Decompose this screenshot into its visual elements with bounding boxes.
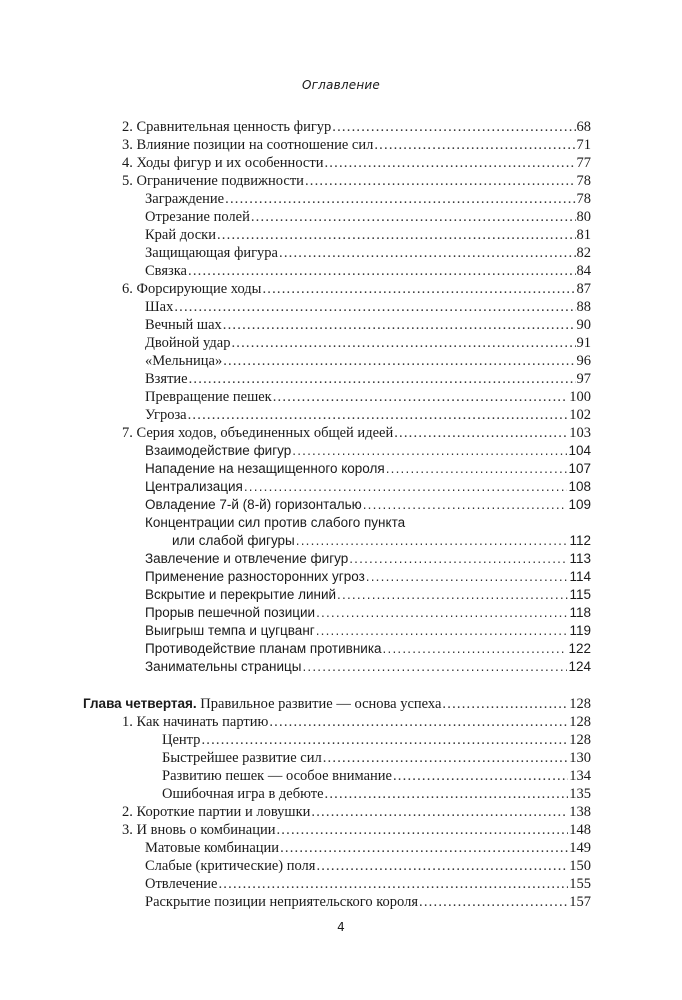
dot-leader — [296, 532, 569, 550]
toc-entry-title: Двойной удар — [145, 335, 231, 351]
toc-entry-title: Быстрейшее развитие сил — [162, 750, 322, 766]
toc-entry — [145, 226, 591, 244]
toc-entry-title: Вечный шах — [145, 317, 222, 333]
toc-entry — [145, 298, 591, 316]
toc-entry-page: 102 — [569, 407, 591, 423]
toc-entry — [145, 262, 591, 280]
toc-entry-page: 68 — [576, 119, 591, 135]
toc-entry-page: 148 — [569, 822, 591, 838]
toc-entry-title: Слабые (критические) поля — [145, 858, 316, 874]
toc-entry-title: 7. Серия ходов, объединенных общей идеей — [122, 425, 394, 441]
toc-entry-page: 100 — [569, 389, 591, 405]
toc-chapter-entry — [83, 695, 591, 713]
toc-entry-page: 87 — [576, 281, 591, 297]
dot-leader — [251, 208, 576, 226]
toc-entry-page: 118 — [569, 605, 591, 620]
toc-entry-title: или слабой фигуры — [172, 533, 295, 548]
toc-entry-page: 97 — [576, 371, 591, 387]
toc-entry-page: 135 — [569, 786, 591, 802]
toc-entry-page: 78 — [576, 173, 591, 189]
dot-leader — [323, 749, 569, 767]
toc-entry-page: 138 — [569, 804, 591, 820]
toc-entry — [172, 532, 591, 550]
toc-entry — [145, 406, 591, 424]
dot-leader — [316, 857, 568, 875]
toc-entry-page: 103 — [569, 425, 591, 441]
toc-entry-page: 77 — [576, 155, 591, 171]
toc-entry-page: 157 — [569, 894, 591, 910]
dot-leader — [393, 767, 568, 785]
toc-entry-title: 3. Влияние позиции на соотношение сил — [122, 137, 374, 153]
chapter-label: Глава четвертая. — [83, 696, 197, 711]
toc-entry-page: 134 — [569, 768, 591, 784]
toc-entry-title: 2. Сравнительная ценность фигур — [122, 119, 332, 135]
dot-leader — [231, 334, 575, 352]
toc-entry-title: 6. Форсирующие ходы — [122, 281, 262, 297]
toc-entry-title: Раскрытие позиции неприятельского короля — [145, 894, 419, 910]
toc-entry — [145, 352, 591, 370]
toc-entry-title: Взятие — [145, 371, 188, 387]
toc-entry-page: 130 — [569, 750, 591, 766]
toc-entry-title: Централизация — [145, 479, 243, 494]
dot-leader — [189, 370, 576, 388]
dot-leader — [217, 226, 576, 244]
page-number: 4 — [337, 920, 345, 934]
toc-entry — [145, 316, 591, 334]
toc-entry-page: 91 — [576, 335, 591, 351]
toc-entry — [122, 424, 591, 442]
dot-leader — [188, 262, 576, 280]
toc-entry-title: Ошибочная игра в дебюте — [162, 786, 324, 802]
toc-entry-page: 88 — [576, 299, 591, 315]
toc-entry-title: 2. Короткие партии и ловушки — [122, 804, 311, 820]
dot-leader — [302, 658, 567, 676]
toc-entry-title: Овладение 7-й (8-й) горизонталью — [145, 497, 362, 512]
toc-entry-title: Завлечение и отвлечение фигур — [145, 551, 349, 566]
toc-entry-page: 150 — [569, 858, 591, 874]
toc-entry-page: 155 — [569, 876, 591, 892]
toc-entry-title: Взаимодействие фигур — [145, 443, 292, 458]
toc-entry-title: Развитию пешек — особое внимание — [162, 768, 392, 784]
dot-leader — [244, 478, 568, 496]
toc-entry — [145, 208, 591, 226]
toc-entry — [145, 334, 591, 352]
toc-entry-title: Отрезание полей — [145, 209, 250, 225]
toc-entry-title: Матовые комбинации — [145, 840, 280, 856]
toc-entry-page: 108 — [568, 479, 591, 494]
toc-entry-page: 128 — [569, 732, 591, 748]
toc-entry — [162, 785, 591, 803]
toc-entry-title: 4. Ходы фигур и их особенности — [122, 155, 324, 171]
dot-leader — [394, 424, 568, 442]
toc-entry — [122, 136, 591, 154]
toc-entry-title: Край доски — [145, 227, 216, 243]
toc-entry — [145, 496, 591, 514]
dot-leader — [316, 604, 568, 622]
toc-entry-title: Противодействие планам противника — [145, 641, 382, 656]
toc-entry-page: 112 — [569, 533, 591, 548]
toc-entry — [145, 839, 591, 857]
toc-entry — [122, 821, 591, 839]
toc-entry — [122, 803, 591, 821]
dot-leader — [276, 821, 568, 839]
dot-leader — [280, 839, 568, 857]
dot-leader — [442, 695, 568, 713]
toc-entry-title: 1. Как начинать партию — [122, 714, 269, 730]
toc-entry-title: Превращение пешек — [145, 389, 272, 405]
toc-entry-page: 80 — [576, 209, 591, 225]
toc-entry — [122, 172, 591, 190]
toc-entry — [122, 713, 591, 731]
toc-entry — [145, 640, 591, 658]
dot-leader — [174, 298, 575, 316]
toc-entry-title: Заграждение — [145, 191, 225, 207]
dot-leader — [332, 118, 575, 136]
toc-entry-page: 109 — [568, 497, 591, 512]
toc-entry-page: 84 — [576, 263, 591, 279]
toc-entry — [145, 550, 591, 568]
toc-entry — [145, 893, 591, 911]
dot-leader — [201, 731, 568, 749]
toc-entry-title: Вскрытие и перекрытие линий — [145, 587, 337, 602]
toc-entry-title: Защищающая фигура — [145, 245, 278, 261]
toc-entry-page: 82 — [576, 245, 591, 261]
toc-entry-title: Связка — [145, 263, 187, 279]
dot-leader — [311, 803, 568, 821]
dot-leader — [374, 136, 575, 154]
toc-entry-page: 78 — [576, 191, 591, 207]
toc-entry — [145, 442, 591, 460]
toc-entry — [145, 857, 591, 875]
dot-leader — [225, 190, 575, 208]
toc-entry-title: 5. Ограничение подвижности — [122, 173, 304, 189]
dot-leader — [349, 550, 568, 568]
dot-leader — [223, 352, 575, 370]
toc-entry-title: Нападение на незащищенного короля — [145, 461, 385, 476]
toc-entry-title: Применение разносторонних угроз — [145, 569, 365, 584]
toc-entry — [122, 154, 591, 172]
toc-entry-page: 114 — [569, 569, 591, 584]
dot-leader — [325, 785, 569, 803]
dot-leader — [363, 496, 568, 514]
dot-leader — [386, 460, 568, 478]
toc-entry — [122, 280, 591, 298]
toc-entry — [145, 460, 591, 478]
toc-entry — [145, 388, 591, 406]
dot-leader — [262, 280, 575, 298]
toc-entry-title: Отвлечение — [145, 876, 218, 892]
toc-entry-page: 81 — [576, 227, 591, 243]
toc-entry-title — [83, 695, 441, 713]
dot-leader — [305, 172, 576, 190]
toc-entry-title: Выигрыш темпа и цугцванг — [145, 623, 315, 638]
dot-leader — [337, 586, 568, 604]
toc-entry — [145, 658, 591, 676]
toc-entry-page: 128 — [569, 696, 591, 712]
toc-entry-page: 119 — [569, 623, 591, 638]
toc-entry-title: Прорыв пешечной позиции — [145, 605, 316, 620]
toc-entry-page: 113 — [569, 551, 591, 566]
toc-entry-page: 71 — [576, 137, 591, 153]
toc-entry-page: 149 — [569, 840, 591, 856]
dot-leader — [223, 316, 576, 334]
dot-leader — [316, 622, 569, 640]
dot-leader — [273, 388, 569, 406]
toc-entry-page: 90 — [576, 317, 591, 333]
toc-entry-title: «Мельница» — [145, 353, 223, 369]
toc-entry — [145, 875, 591, 893]
toc-entry — [162, 767, 591, 785]
toc-entry-title: Центр — [162, 732, 201, 748]
toc-entry-title: Концентрации сил против слабого пункта — [145, 515, 406, 530]
toc-entry-title: Шах — [145, 299, 174, 315]
toc-entry-page: 115 — [569, 587, 591, 602]
dot-leader — [188, 406, 569, 424]
toc-entry-title: Занимательны страницы — [145, 659, 302, 674]
toc-entry — [162, 749, 591, 767]
chapter-title: Правильное развитие — основа успеха — [200, 696, 442, 712]
toc-entry-title: Угроза — [145, 407, 187, 423]
toc-entry — [145, 370, 591, 388]
toc-entry-title: 3. И вновь о комбинации — [122, 822, 276, 838]
toc-entry-page: 124 — [568, 659, 591, 674]
toc-entry — [145, 478, 591, 496]
toc-entry-page: 104 — [568, 443, 591, 458]
toc-entry — [145, 586, 591, 604]
toc-entry — [145, 190, 591, 208]
dot-leader — [292, 442, 567, 460]
toc-entry-page: 107 — [568, 461, 591, 476]
toc-entry — [145, 244, 591, 262]
dot-leader — [279, 244, 576, 262]
toc-entry — [145, 622, 591, 640]
toc-entry-page: 96 — [576, 353, 591, 369]
toc-entry — [162, 731, 591, 749]
dot-leader — [419, 893, 568, 911]
toc-entry — [145, 604, 591, 622]
dot-leader — [324, 154, 575, 172]
dot-leader — [366, 568, 569, 586]
toc-entry — [122, 118, 591, 136]
dot-leader — [383, 640, 568, 658]
dot-leader — [269, 713, 568, 731]
toc-entry — [145, 568, 591, 586]
dot-leader — [218, 875, 568, 893]
toc-entry-page: 128 — [569, 714, 591, 730]
running-header: Оглавление — [302, 78, 380, 92]
toc-entry-page: 122 — [568, 641, 591, 656]
